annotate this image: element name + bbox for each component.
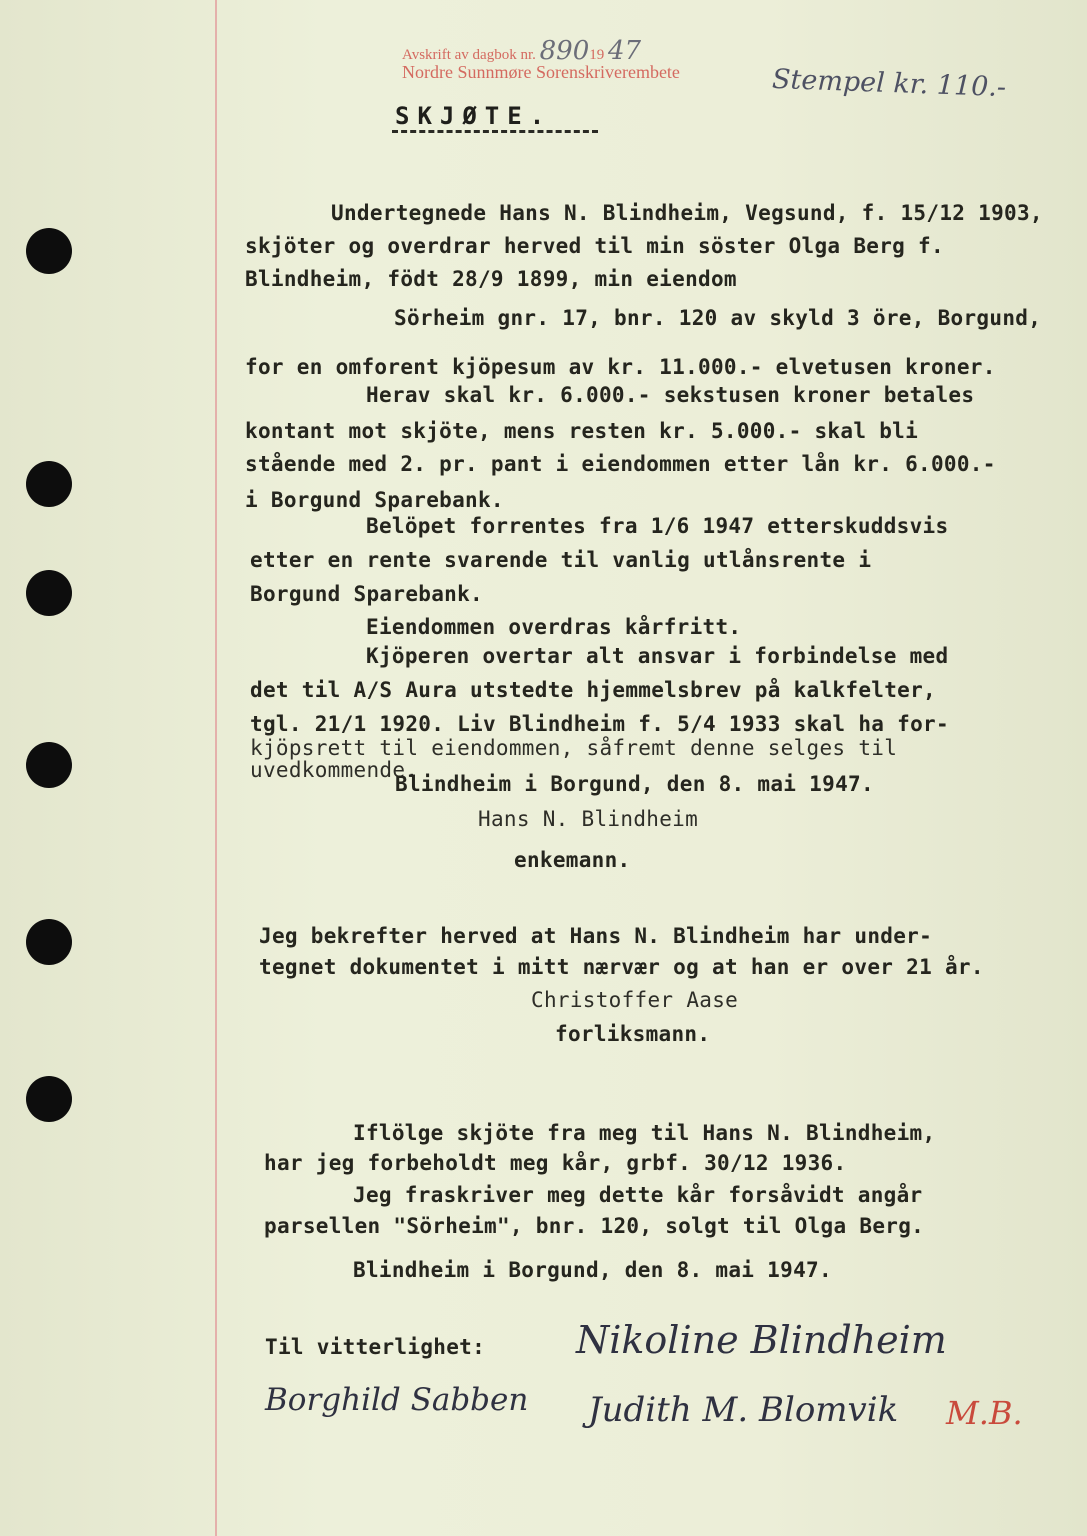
body-line: uvedkommende. [250,758,419,782]
signature-initials: M.B. [946,1394,1023,1432]
body-line: Blindheim i Borgund, den 8. mai 1947. [395,772,874,796]
witness-label: Til vitterlighet: [265,1335,486,1359]
title-underline [392,130,598,133]
body-line: parsellen "Sörheim", bnr. 120, solgt til Olga Berg. [264,1214,925,1238]
signature-judith: Judith M. Blomvik [588,1390,899,1430]
body-line: har jeg forbeholdt meg kår, grbf. 30/12 1936. [264,1151,847,1175]
body-line: Sörheim gnr. 17, bnr. 120 av skyld 3 öre, Borgund, [394,306,1042,330]
body-line: tegnet dokumentet i mitt nærvær og at han er over 21 år. [259,955,984,979]
body-line: etter en rente svarende til vanlig utlånsrente i [250,548,872,572]
body-line: kjöpsrett til eiendommen, såfremt denne selges til [250,736,898,760]
body-line: stående med 2. pr. pant i eiendommen etter lån kr. 6.000.- [245,452,996,476]
body-line: Herav skal kr. 6.000.- sekstusen kroner betales [366,383,975,407]
body-line: Jeg bekrefter herved at Hans N. Blindheim har under- [259,924,933,948]
dagbok-number: 890 [539,36,590,66]
body-line: Borgund Sparebank. [250,582,483,606]
punch-hole [26,570,72,616]
punch-hole [26,461,72,507]
body-line: tgl. 21/1 1920. Liv Blindheim f. 5/4 1933 skal ha for- [250,712,949,736]
body-line: for en omforent kjöpesum av kr. 11.000.- elvetusen kroner. [245,355,996,379]
punch-hole [26,228,72,274]
punch-hole [26,1076,72,1122]
body-line: Eiendommen overdras kårfritt. [366,615,742,639]
body-line: skjöter og overdrar herved til min söster Olga Berg f. [245,234,944,258]
dagbok-label: Avskrift av dagbok nr. [402,47,536,63]
body-line: Blindheim i Borgund, den 8. mai 1947. [353,1258,832,1282]
body-line: Iflölge skjöte fra meg til Hans N. Blindheim, [353,1121,936,1145]
punch-hole [26,919,72,965]
office-stamp: Nordre Sunnmøre Sorenskriverembete [402,62,680,82]
year-prefix: 19 [589,47,605,63]
document-title: SKJØTE. [395,102,553,130]
punch-hole [26,742,72,788]
body-line: det til A/S Aura utstedte hjemmelsbrev på kalkfelter, [250,678,936,702]
body-line: i Borgund Sparebank. [245,488,504,512]
body-line: Blindheim, födt 28/9 1899, min eiendom [245,267,737,291]
body-line: enkemann. [514,848,631,872]
body-line: Belöpet forrentes fra 1/6 1947 etterskuddsvis [366,514,949,538]
body-line: Undertegnede Hans N. Blindheim, Vegsund, f. 15/12 1903, [331,201,1043,225]
body-line: kontant mot skjöte, mens resten kr. 5.000.- skal bli [245,419,919,443]
body-line: Christoffer Aase [531,988,739,1012]
body-line: Jeg fraskriver meg dette kår forsåvidt angår [353,1183,923,1207]
body-line: Kjöperen overtar alt ansvar i forbindelse med [366,644,949,668]
body-line: forliksmann. [555,1022,711,1046]
year-suffix: 47 [608,36,642,66]
signature-nikoline: Nikoline Blindheim [576,1318,947,1362]
stempel-note: Stempel kr. 110.- [771,63,1007,104]
body-line: Hans N. Blindheim [478,807,699,831]
signature-borghild: Borghild Sabben [265,1382,529,1418]
margin-line [215,0,217,1536]
